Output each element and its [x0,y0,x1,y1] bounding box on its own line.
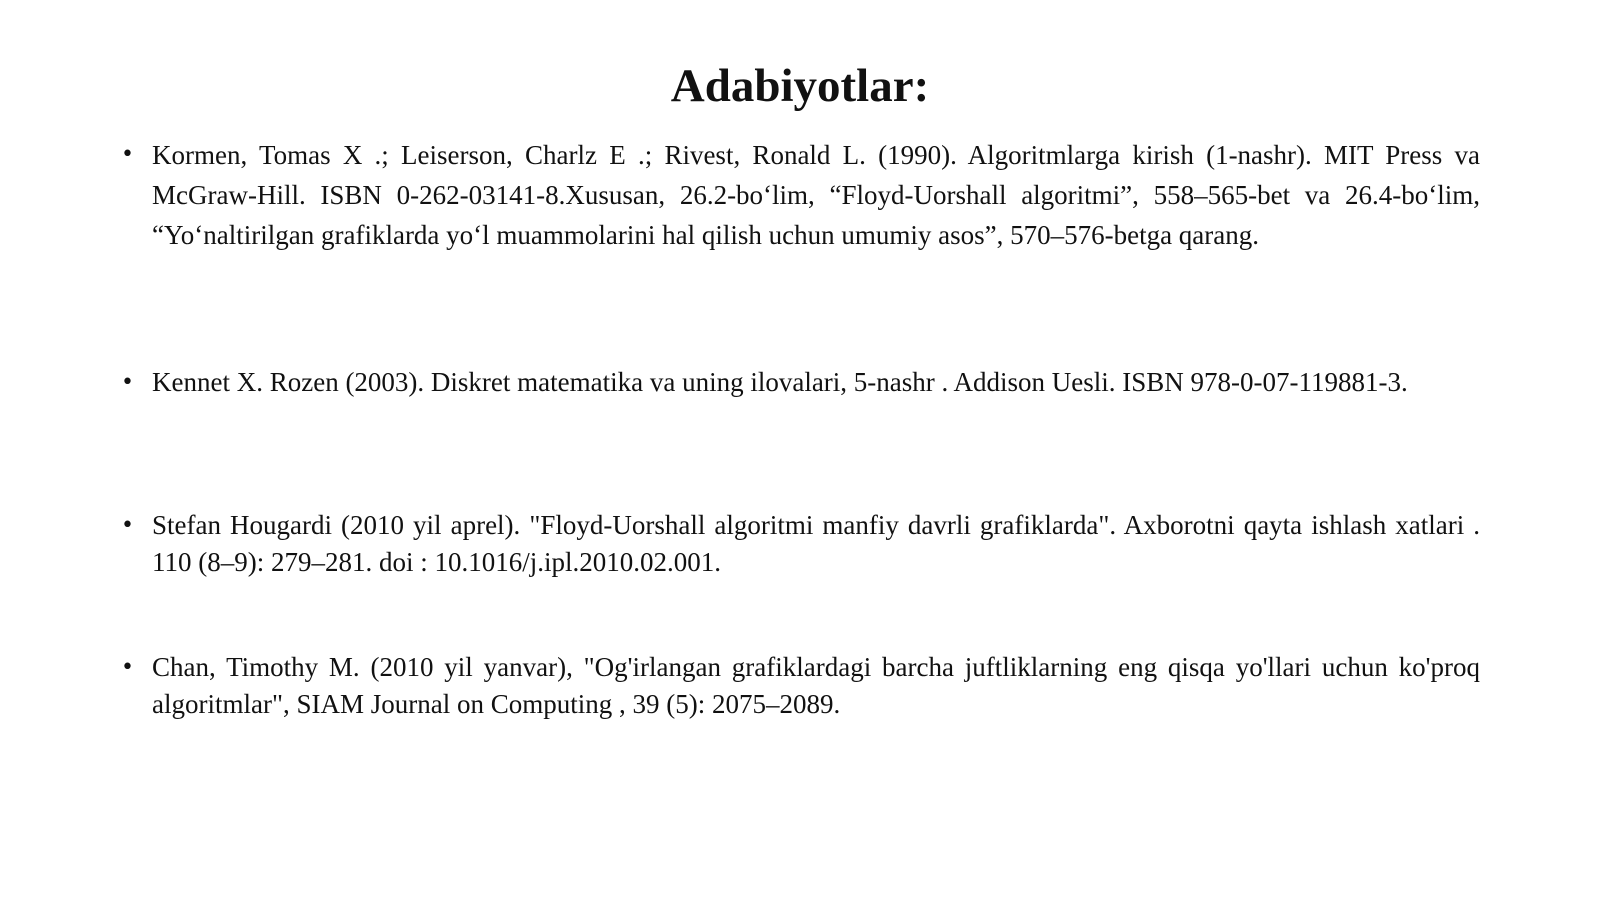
bullet-icon: • [121,142,134,167]
reference-item [121,649,1480,723]
bullet-icon: • [121,370,134,395]
reference-text: Chan, Timothy M. (2010 yil yanvar), "Og'irlangan grafiklardagi barcha juftliklarning eng qisqa yo'llari uchun ko'proq algoritmlar", SIAM Journal on Computing , 39 (5): 2075–2089. [152,652,1480,719]
reference-text: Kennet X. Rozen (2003). Diskret matematika va uning ilovalari, 5-nashr . Addison Uesli. ISBN 978-0-07-119881-3. [152,367,1408,397]
reference-item [121,364,1480,401]
bullet-icon: • [121,655,134,680]
reference-text: Kormen, Tomas X .; Leiserson, Charlz E .; Rivest, Ronald L. (1990). Algoritmlarga kirish (1-nashr). MIT Press va McGraw-Hill. ISBN 0-262-03141-8.Xususan, 26.2-bo‘lim, “Floyd-Uorshall algoritmi”, 558–565-bet va 26.4-bo‘lim, “Yo‘naltirilgan grafiklarda yo‘l muammolarini hal qilish uchun umumiy asos”, 570–576-betga qarang. [152,140,1480,250]
reference-item [121,135,1480,255]
reference-item [121,507,1480,581]
bullet-icon: • [121,513,134,538]
reference-text: Stefan Hougardi (2010 yil aprel). "Floyd-Uorshall algoritmi manfiy davrli grafiklarda". Axborotni qayta ishlash xatlari . 110 (8–9): 279–281. doi : 10.1016/j.ipl.2010.02.001. [152,510,1480,577]
slide-title: Adabiyotlar: [670,60,930,112]
